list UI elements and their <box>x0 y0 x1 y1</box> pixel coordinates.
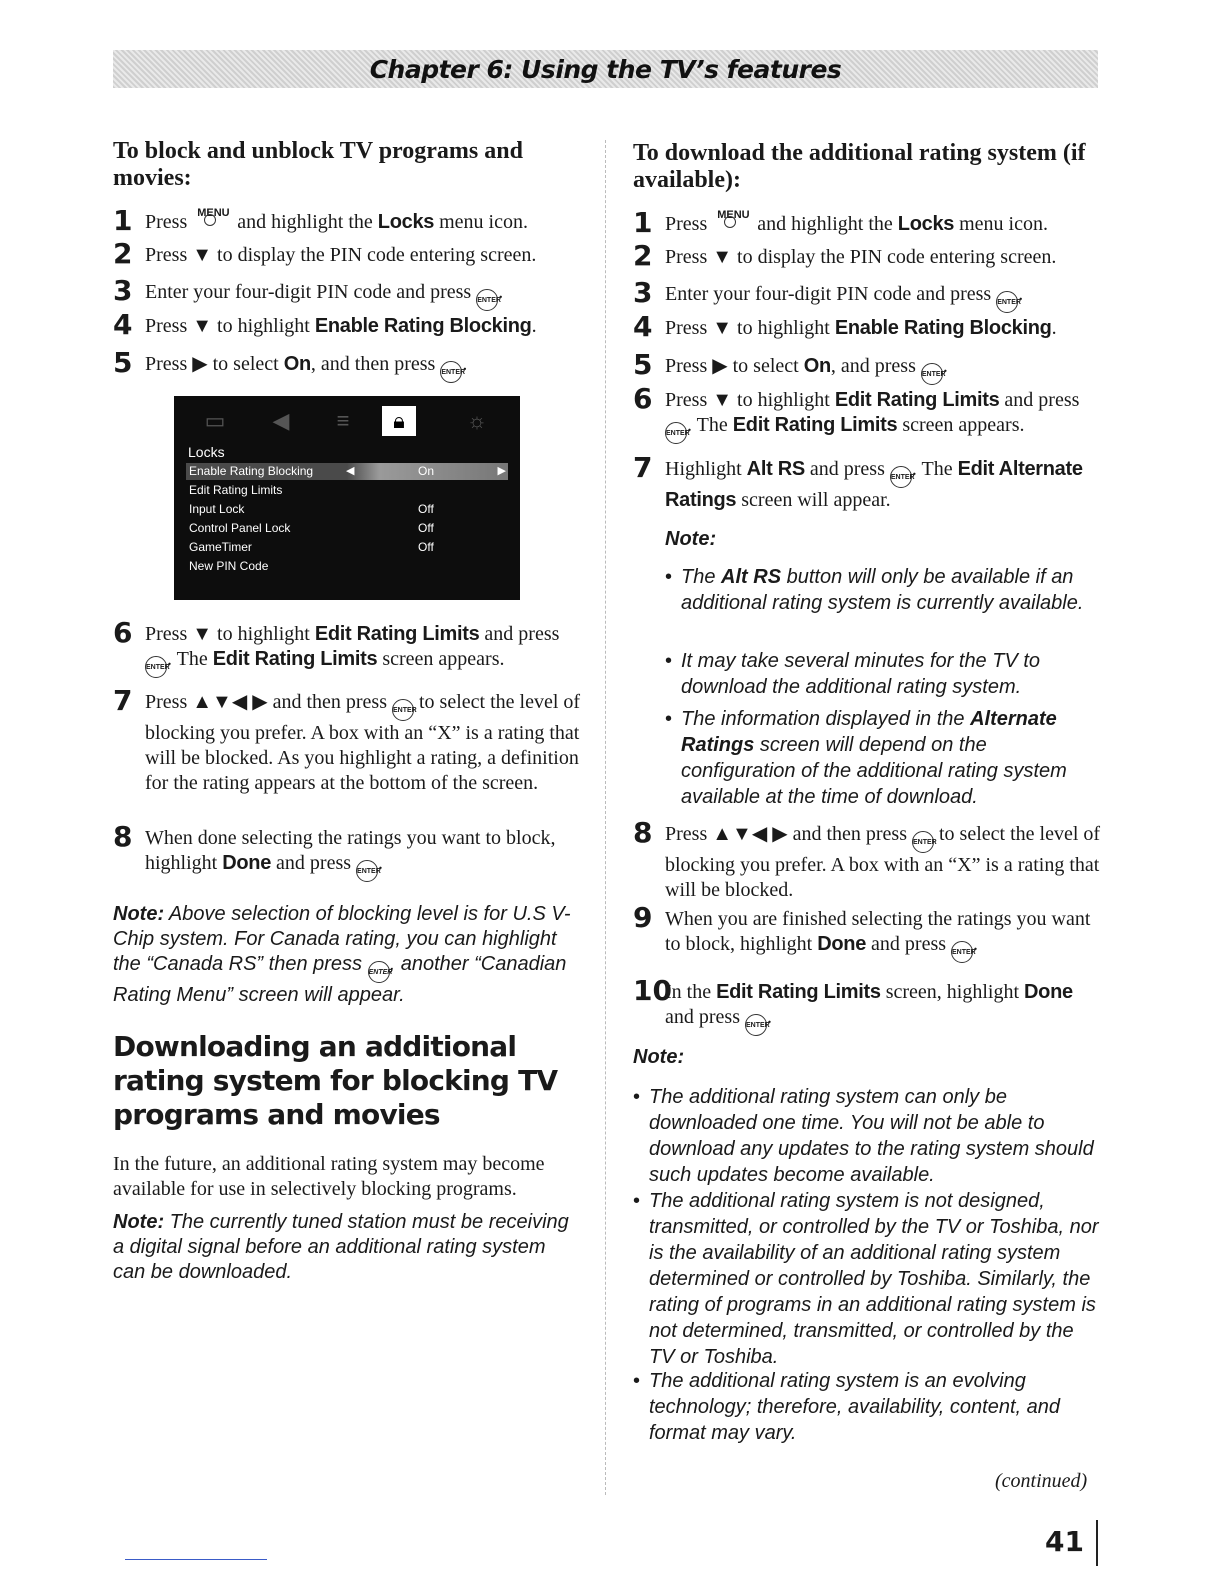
menu-row-enable-rating-blocking: Enable Rating Blocking ◀ On ▶ <box>186 463 508 480</box>
chapter-title: Chapter 6: Using the TV’s features <box>369 54 842 84</box>
menu-row-edit-rating-limits: Edit Rating Limits <box>189 483 283 497</box>
right-step-6: 6 Press ▼ to highlight Edit Rating Limits and press ENTER. The Edit Rating Limits screen appears. <box>633 388 1103 444</box>
right-note-2-bullet-2: • The additional rating system is not designed, transmitted, or controlled by the TV or Toshiba, nor is the availability of an additional rating system determined or controlled by Toshiba. Similarly, the rating of programs in an additional rating system is not determined, transmitted, or controlled by the TV or Toshiba. <box>649 1188 1099 1370</box>
right-note-2-bullet-3: • The additional rating system is an evolving technology; therefore, availability, content, and format may vary. <box>649 1368 1099 1446</box>
enter-button-icon: ENTER <box>440 361 462 383</box>
enter-button-icon: ENTER <box>745 1014 767 1036</box>
right-note-2-bullet-1: • The additional rating system can only be downloaded one time. You will not be able to download any updates to the rating system should such updates become available. <box>649 1084 1099 1188</box>
left-step-2: 2 Press ▼ to display the PIN code entering screen. <box>113 237 537 270</box>
locks-menu-screenshot <box>174 396 520 600</box>
chapter-header <box>113 50 1098 88</box>
left-step-7: 7 Press ▲▼◀ ▶ and then press ENTER to select the level of blocking you prefer. A box with an “X” is a rating that will be blocked. As you highlight a rating, a definition for the rating appears at the bottom of the screen. <box>113 684 581 794</box>
right-step-1: 1 Press MENU and highlight the Locks menu icon. <box>633 206 1048 239</box>
left-step-6: 6 Press ▼ to highlight Edit Rating Limits and press ENTER. The Edit Rating Limits screen appears. <box>113 622 583 678</box>
enter-button-icon: ENTER <box>392 699 414 721</box>
setup-menu-icon: ≡ <box>336 408 350 433</box>
left-step-3: 3 Enter your four-digit PIN code and press ENTER. <box>113 280 583 306</box>
enter-button-icon: ENTER <box>665 422 687 444</box>
right-step-4: 4 Press ▼ to highlight Enable Rating Blocking. <box>633 310 1057 343</box>
menu-row-gametimer: GameTimer Off <box>189 540 434 554</box>
menu-row-new-pin-code: New PIN Code <box>189 559 269 573</box>
menu-button-icon: MENU <box>712 212 752 232</box>
sound-menu-icon: ◀ <box>272 408 290 433</box>
column-divider <box>605 140 606 1495</box>
menu-row-control-panel-lock: Control Panel Lock Off <box>189 521 434 535</box>
right-step-8: 8 Press ▲▼◀ ▶ and then press ENTER to select the level of blocking you prefer. A box with an “X” is a rating that will be blocked. <box>633 816 1101 901</box>
enter-button-icon: ENTER <box>476 289 498 311</box>
enter-button-icon: ENTER <box>951 941 973 963</box>
arrow-right-icon: ▶ <box>497 465 506 477</box>
right-step-9: 9 When you are finished selecting the ratings you want to block, highlight Done and press ENTER. <box>633 907 1103 963</box>
arrow-left-icon: ◀ <box>346 465 355 477</box>
left-note-2: Note: The currently tuned station must be receiving a digital signal before an additional rating system can be downloaded. <box>113 1211 569 1283</box>
preferences-menu-icon: ☼ <box>466 408 488 433</box>
right-step-5: 5 Press ▶ to select On, and press ENTER. <box>633 354 1103 380</box>
section-title: Downloading an additional rating system for blocking TV programs and movies <box>113 1030 558 1131</box>
continued-label: (continued) <box>995 1470 1088 1492</box>
menu-row-input-lock: Input Lock Off <box>189 502 434 516</box>
right-note-2-label: Note: <box>633 1046 685 1068</box>
left-step-8: 8 When done selecting the ratings you want to block, highlight Done and press ENTER. <box>113 826 583 882</box>
lock-icon: 🔒︎ <box>382 406 416 436</box>
right-step-3: 3 Enter your four-digit PIN code and press ENTER. <box>633 282 1103 308</box>
enter-button-icon: ENTER <box>890 466 912 488</box>
enter-button-icon: ENTER <box>356 860 378 882</box>
enter-button-icon: ENTER <box>145 656 167 678</box>
right-note-label: Note: <box>665 528 717 550</box>
right-note-bullet-1: • The Alt RS button will only be available if an additional rating system is currently available. <box>681 564 1101 616</box>
footer-line <box>125 1559 267 1560</box>
left-note: Note: Above selection of blocking level is for U.S V-Chip system. For Canada rating, you can highlight the “Canada RS” then press ENTER, another “Canadian Rating Menu” screen will appear. <box>113 903 571 1006</box>
intro-paragraph: In the future, an additional rating system may become available for use in selectively blocking programs. <box>113 1153 545 1200</box>
picture-menu-icon: ▭ <box>204 408 226 433</box>
page-number-rule <box>1096 1520 1098 1566</box>
right-step-2: 2 Press ▼ to display the PIN code entering screen. <box>633 239 1057 272</box>
left-step-4: 4 Press ▼ to highlight Enable Rating Blocking. <box>113 308 537 341</box>
menu-title: Locks <box>188 444 225 460</box>
right-note-bullet-3: • The information displayed in the Alternate Ratings screen will depend on the configuration of the additional rating system available at the time of download. <box>681 706 1101 810</box>
right-note-bullet-2: • It may take several minutes for the TV to download the additional rating system. <box>681 648 1101 700</box>
enter-button-icon: ENTER <box>368 961 390 983</box>
menu-button-icon: MENU <box>192 210 232 230</box>
page-number: 41 <box>1045 1525 1084 1558</box>
left-section-heading: To block and unblock TV programs and movies: <box>113 138 523 191</box>
left-step-5: 5 Press ▶ to select On, and then press ENTER. <box>113 352 583 378</box>
enter-button-icon: ENTER <box>912 831 934 853</box>
enter-button-icon: ENTER <box>921 363 943 385</box>
right-step-7: 7 Highlight Alt RS and press ENTER. The Edit Alternate Ratings screen will appear. <box>633 451 1083 511</box>
enter-button-icon: ENTER <box>996 291 1018 313</box>
right-section-heading: To download the additional rating system (if available): <box>633 140 1086 193</box>
right-step-10: 10 In the Edit Rating Limits screen, highlight Done and press ENTER. <box>633 980 1103 1036</box>
left-step-1: 1 Press MENU and highlight the Locks menu icon. <box>113 204 528 237</box>
